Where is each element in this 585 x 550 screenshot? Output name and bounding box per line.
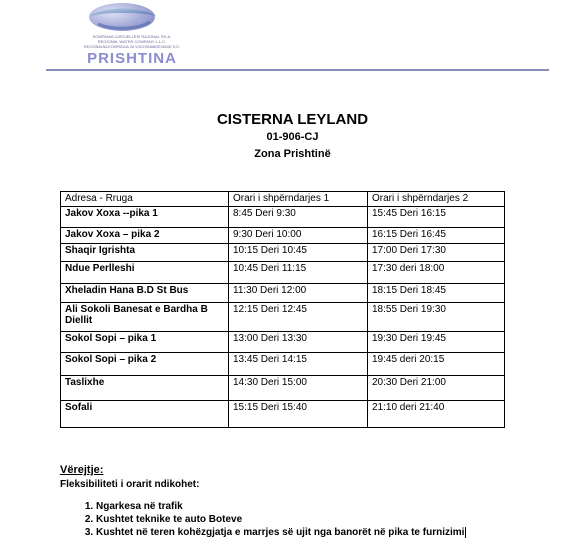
table-row <box>61 244 505 262</box>
table-row <box>61 262 505 284</box>
column-header-schedule-2: Orari i shpërndarjes 2 <box>368 192 505 207</box>
notes-subtitle: Fleksibiliteti i orarit ndikohet: <box>60 479 200 490</box>
table-row <box>61 353 505 376</box>
column-header-schedule-1: Orari i shpërndarjes 1 <box>229 192 368 207</box>
schedule-2-cell: 18:15 Deri 18:45 <box>368 284 505 303</box>
schedule-2-cell: 15:45 Deri 16:15 <box>368 207 505 228</box>
schedule-2-cell: 19:30 Deri 19:45 <box>368 332 505 353</box>
schedule-2-cell: 20:30 Deri 21:00 <box>368 376 505 401</box>
notes-title: Vërejtje: <box>60 464 104 476</box>
column-header-address: Adresa - Rruga <box>61 192 229 207</box>
table-row <box>61 228 505 244</box>
company-line-3: REGIONALNA KOMPANIJA ZA VODOSNABDEVANJE D.D. <box>84 45 180 49</box>
schedule-1-cell: 15:15 Deri 15:40 <box>229 401 368 428</box>
vehicle-plate: 01-906-CJ <box>266 131 319 143</box>
schedule-2-cell: 21:10 deri 21:40 <box>368 401 505 428</box>
table-header-row <box>61 192 505 207</box>
schedule-table <box>60 191 505 428</box>
note-text: Kushtet teknike te auto Boteve <box>96 514 243 525</box>
address-cell: Xheladin Hana B.D St Bus <box>61 284 229 303</box>
note-text: Ngarkesa në trafik <box>96 501 183 512</box>
address-cell: Ndue Perlleshi <box>61 262 229 284</box>
table-row <box>61 376 505 401</box>
schedule-2-cell: 19:45 deri 20:15 <box>368 353 505 376</box>
address-cell: Taslixhe <box>61 376 229 401</box>
schedule-1-cell: 10:45 Deri 11:15 <box>229 262 368 284</box>
zone-label: Zona Prishtinë <box>254 148 331 160</box>
address-cell: Ali Sokoli Banesat e Bardha B Diellit <box>61 303 229 332</box>
notes-list <box>80 500 466 539</box>
address-cell: Jakov Xoxa – pika 2 <box>61 228 229 244</box>
schedule-1-cell: 13:45 Deri 14:15 <box>229 353 368 376</box>
schedule-2-cell: 16:15 Deri 16:45 <box>368 228 505 244</box>
list-item <box>96 500 466 513</box>
schedule-1-cell: 9:30 Deri 10:00 <box>229 228 368 244</box>
schedule-1-cell: 12:15 Deri 12:45 <box>229 303 368 332</box>
schedule-2-cell: 18:55 Deri 19:30 <box>368 303 505 332</box>
table-row <box>61 284 505 303</box>
list-item <box>96 513 466 526</box>
table-row <box>61 332 505 353</box>
schedule-1-cell: 11:30 Deri 12:00 <box>229 284 368 303</box>
schedule-1-cell: 10:15 Deri 10:45 <box>229 244 368 262</box>
schedule-1-cell: 14:30 Deri 15:00 <box>229 376 368 401</box>
list-item <box>96 526 466 539</box>
address-cell: Jakov Xoxa --pika 1 <box>61 207 229 228</box>
schedule-2-cell: 17:30 deri 18:00 <box>368 262 505 284</box>
brand-name: PRISHTINA <box>87 50 177 66</box>
table-row <box>61 303 505 332</box>
company-line-2: REGIONAL WATER COMPANY L.L.C. <box>97 39 167 44</box>
address-cell: Sofali <box>61 401 229 428</box>
table-row <box>61 401 505 428</box>
document-title: CISTERNA LEYLAND <box>216 111 369 128</box>
company-line-1: KOMPANIA UJËSJELLËSI RAJONAL SH.A. <box>92 34 172 39</box>
address-cell: Sokol Sopi – pika 2 <box>61 353 229 376</box>
schedule-1-cell: 13:00 Deri 13:30 <box>229 332 368 353</box>
table-row <box>61 207 505 228</box>
note-text: Kushtet në teren kohëzgjatja e marrjes së ujit nga banorët në pika te furnizimi <box>96 527 465 538</box>
text-cursor <box>465 527 466 538</box>
address-cell: Sokol Sopi – pika 1 <box>61 332 229 353</box>
address-cell: Shaqir Igrishta <box>61 244 229 262</box>
prishtina-logo <box>46 2 218 66</box>
schedule-2-cell: 17:00 Deri 17:30 <box>368 244 505 262</box>
header-divider <box>46 69 549 71</box>
schedule-1-cell: 8:45 Deri 9:30 <box>229 207 368 228</box>
